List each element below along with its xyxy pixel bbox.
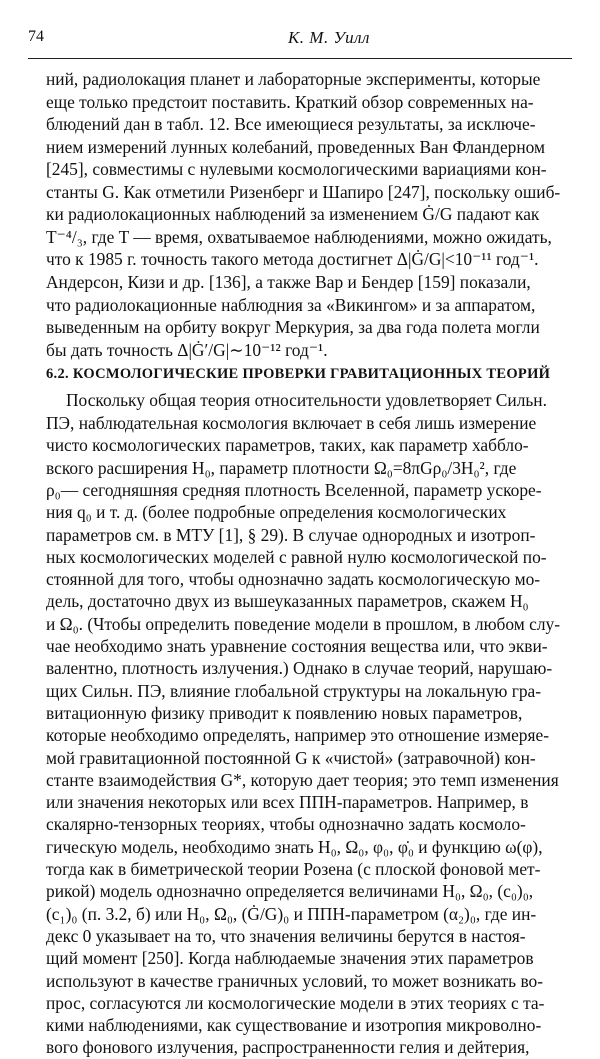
text-line: которые необходимо определять, например это отношение измеряе- [46, 725, 550, 746]
text-line: бы дать точность Δ|Ġ′/G|∼10⁻¹² год⁻¹. [46, 339, 328, 360]
text-line: выведенным на орбиту вокруг Меркурия, за два года полета могли [46, 317, 540, 338]
text-line: щий момент [250]. Когда наблюдаемые значения этих параметров [46, 948, 534, 969]
running-title: К. М. Уилл [288, 28, 370, 47]
text-line: Андерсон, Кизи и др. [136], а также Вар и Бендер [159] показали, [46, 271, 531, 292]
header-rule [28, 58, 572, 59]
text-line: витационную физику приводит к появлению новых параметров, [46, 702, 523, 723]
text-line: (c₁)₀ (п. 3.2, б) или H₀, Ω₀, (Ġ/G)₀ и ППН-параметром (α₂)₀, где ин- [46, 903, 537, 924]
text-line: кими наблюдениями, как существование и изотропия микроволно- [46, 1015, 542, 1036]
text-line: используют в качестве граничных условий, то может возникать во- [46, 970, 544, 991]
text-line: и Ω₀. (Чтобы определить поведение модели в прошлом, в любом слу- [46, 613, 561, 634]
text-line: ния q₀ и т. д. (более подробные определения космологических [46, 502, 507, 523]
text-line: ных космологических моделей с равной нулю космологической по- [46, 546, 547, 567]
text-line: декс 0 указывает на то, что значения величины берутся в настоя- [46, 925, 526, 946]
text-line: параметров см. в МТУ [1], § 29). В случае однородных и изотроп- [46, 524, 536, 545]
text-line: тогда как в биметрической теории Розена (с плоской фоновой мет- [46, 859, 541, 879]
text-line: [245], совместимы с нулевыми космологическими вариациями кон- [46, 159, 547, 180]
text-line: ρ₀— сегодняшняя средняя плотность Вселенной, параметр ускоре- [46, 479, 542, 500]
text-line: что к 1985 г. точность такого метода достигнет Δ|Ġ/G|<10⁻¹¹ год⁻¹. [46, 249, 539, 270]
text-line: дель, достаточно двух из вышеуказанных параметров, скажем H₀ [46, 591, 529, 612]
page-header [28, 28, 572, 50]
text-line: мой гравитационной постоянной G к «чистой» (затравочной) кон- [46, 747, 536, 768]
text-line: T⁻⁴/₃, где T — время, охватываемое наблюдениями, можно ожидать, [46, 226, 552, 247]
section-heading: 6.2. КОСМОЛОГИЧЕСКИЕ ПРОВЕРКИ ГРАВИТАЦИОННЫХ ТЕОРИЙ [46, 366, 551, 382]
text-line: щих Сильн. ПЭ, влияние глобальной структуры на локальную гра- [46, 680, 542, 701]
text-line: еще только предстоит поставить. Краткий обзор современных на- [46, 91, 534, 112]
text-line: гическую модель, необходимо знать H₀, Ω₀, φ₀, φ̇₀ и функцию ω(φ), [46, 836, 543, 857]
text-line: или значения некоторых или всех ППН-параметров. Например, в [46, 792, 529, 813]
text-line: валентно, плотность излучения.) Однако в случае теорий, нарушаю- [46, 658, 553, 679]
text-line: стоянной для того, чтобы однозначно задать космологическую мо- [46, 569, 541, 590]
page-number: 74 [28, 28, 44, 45]
text-line: ПЭ, наблюдательная космология включает в себя лишь измерение [46, 413, 537, 433]
text-line: нием измерений лунных колебаний, проведенных Ван Фландерном [46, 136, 546, 157]
text-line: станты G. Как отметили Ризенберг и Шапиро [247], поскольку ошиб- [46, 181, 561, 202]
text-line: вского расширения H₀, параметр плотности Ω₀=8πGρ₀/3H₀², где [46, 457, 517, 478]
text-line: прос, согласуются ли космологические модели в этих теориях с та- [46, 992, 545, 1013]
text-line: чае необходимо знать уравнение состояния вещества или, что экви- [46, 636, 548, 656]
text-line: скалярно-тензорных теориях, чтобы однозначно задать космоло- [46, 814, 526, 835]
text-line: рикой) модель однозначно определяется величинами H₀, Ω₀, (c₀)₀, [46, 881, 534, 902]
text-line: вого фонового излучения, распространенности гелия и дейтерия, [46, 1037, 530, 1058]
text-line: ний, радиолокация планет и лабораторные эксперименты, которые [46, 69, 541, 89]
text-line: станте взаимодействия G*, которую дает теория; это темп изменения [46, 769, 559, 790]
paragraph-2-first-line: Поскольку общая теория относительности удовлетворяет Сильн. [66, 390, 547, 410]
text-line: чисто космологических параметров, таких, как параметр хаббло- [46, 435, 529, 456]
text-line: ки радиолокационных наблюдений за изменением Ġ/G падают как [46, 204, 540, 225]
text-line: блюдений дан в табл. 12. Все имеющиеся результаты, за исключе- [46, 114, 536, 135]
text-line: что радиолокационные наблюдния за «Викингом» и за аппаратом, [46, 294, 536, 315]
